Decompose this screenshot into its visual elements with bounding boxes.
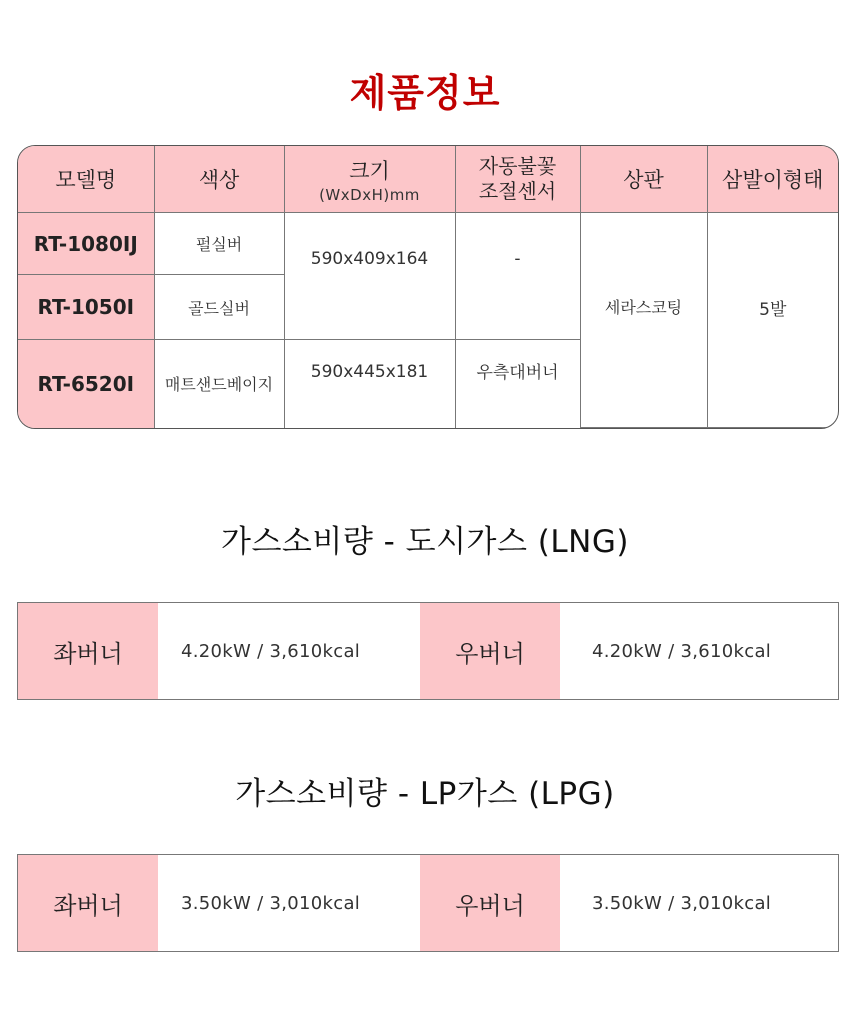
lng-consumption-box [17,602,839,700]
lng-right-burner-value: 4.20kW / 3,610kcal [592,640,772,662]
header-size-unit: (WxDxH)mm [319,185,420,204]
size-cell: 590x409x164 [284,213,455,339]
header-color: 색상 [154,146,284,213]
sensor-cell: - [455,213,580,339]
model-cell: RT-6520I [18,339,154,427]
spec-table-container [17,145,839,429]
lpg-section-title: 가스소비량 - LP가스 (LPG) [235,776,615,812]
header-trivet: 삼발이형태 [707,146,838,213]
lpg-left-burner-value: 3.50kW / 3,010kcal [181,892,361,914]
trivet-cell: 5발 [707,213,838,428]
spec-table [18,146,838,428]
lpg-right-burner-value: 3.50kW / 3,010kcal [592,892,772,914]
table-row [18,213,838,275]
size-cell: 590x445x181 [284,339,455,427]
color-cell: 펄실버 [154,213,284,275]
spec-header-row [18,146,838,213]
lpg-consumption-box [17,854,839,952]
header-sensor: 자동불꽃 조절센서 [455,146,580,213]
model-cell: RT-1080IJ [18,213,154,275]
header-model: 모델명 [18,146,154,213]
lng-left-burner-label: 좌버너 [18,603,158,699]
color-cell: 매트샌드베이지 [154,339,284,427]
sensor-cell: 우측대버너 [455,339,580,427]
top-plate-cell: 세라스코팅 [580,213,707,428]
lng-section-title: 가스소비량 - 도시가스 (LNG) [221,524,629,560]
lpg-right-burner-label: 우버너 [420,855,560,951]
page-title: 제품정보 [349,71,501,115]
model-cell: RT-1050I [18,275,154,339]
lng-right-burner-label: 우버너 [420,603,560,699]
color-cell: 골드실버 [154,275,284,339]
header-size: 크기 (WxDxH)mm [284,146,455,213]
lpg-left-burner-label: 좌버너 [18,855,158,951]
header-top-plate: 상판 [580,146,707,213]
lng-left-burner-value: 4.20kW / 3,610kcal [181,640,361,662]
